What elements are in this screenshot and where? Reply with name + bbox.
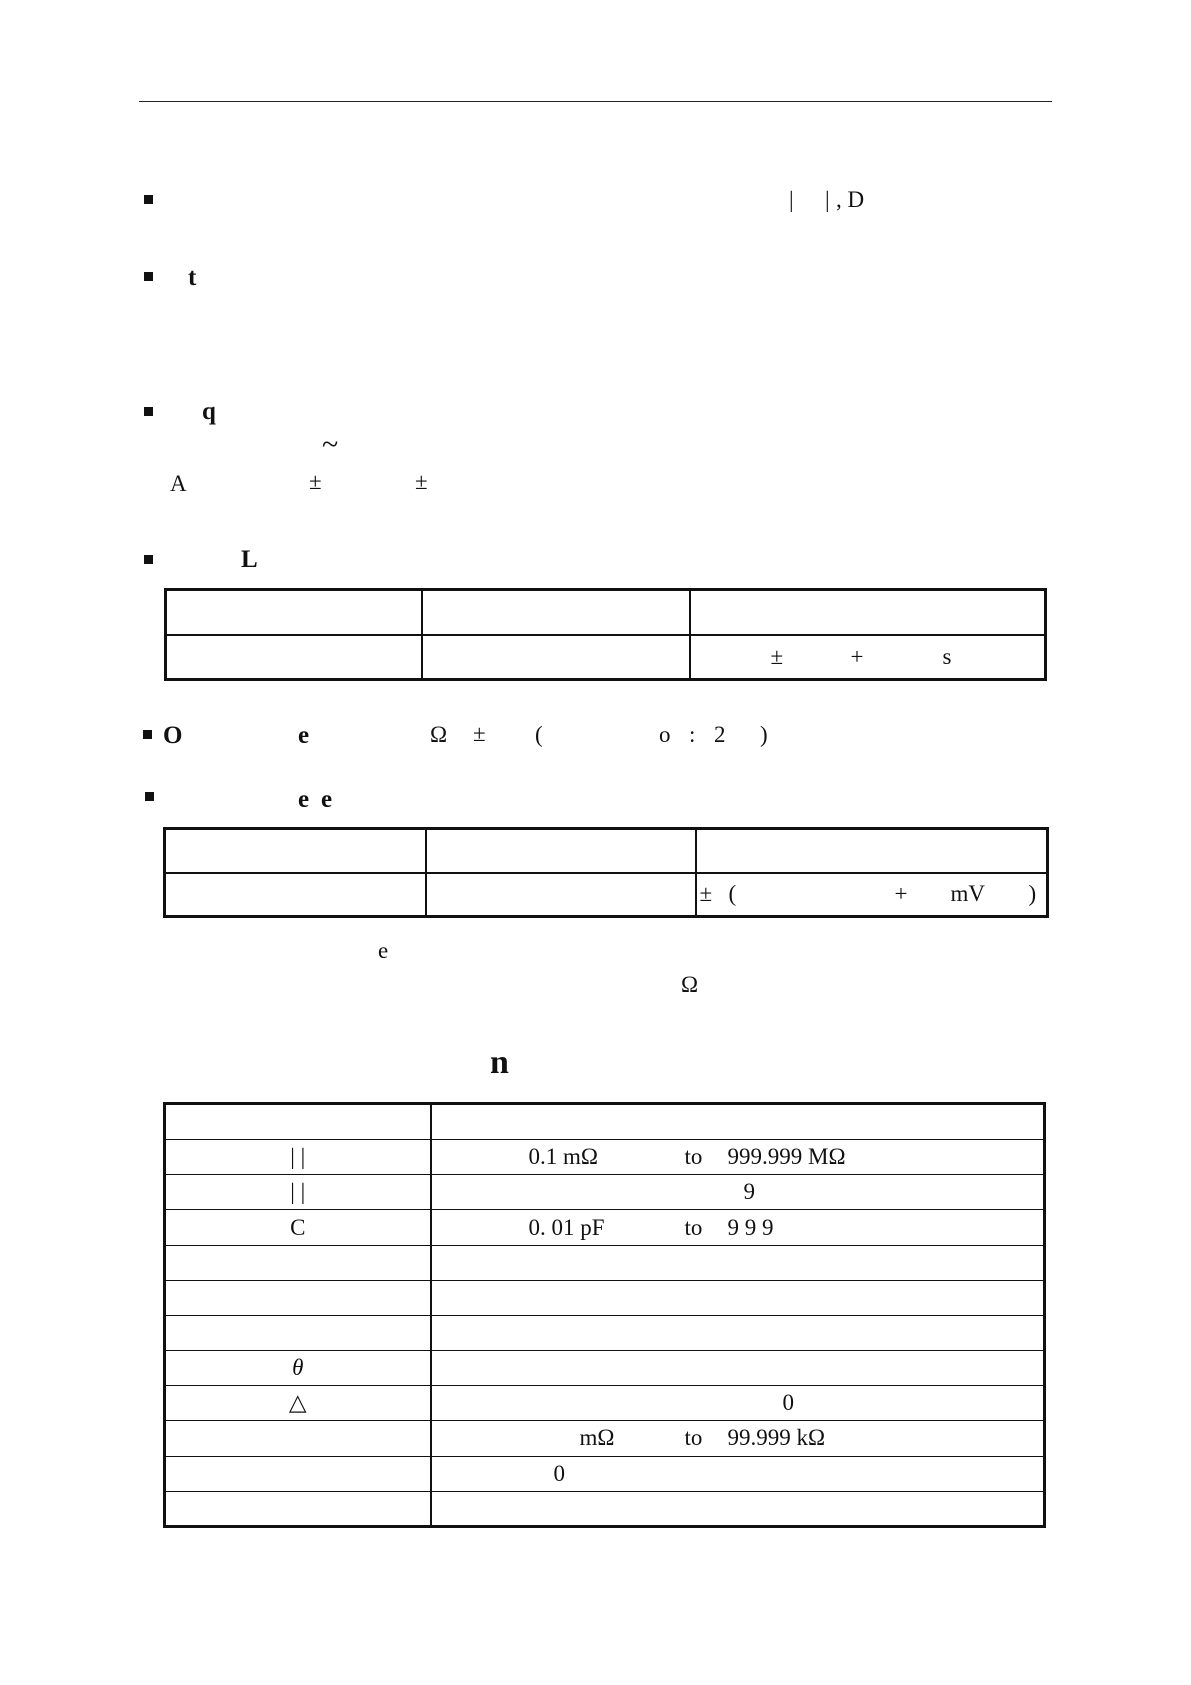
unit-s: s [942,643,952,669]
table-row [165,1280,1045,1315]
table-row [165,1210,1045,1245]
bullet-marker [144,195,153,204]
value-mid: 9 [743,1179,755,1205]
value-start: 0. 01 pF [528,1214,605,1240]
value-cell [431,1456,1045,1491]
note-e: e [378,938,389,963]
plus-minus-2: ± [415,469,428,494]
bullet-label-l: L [241,546,258,573]
plus-sign: + [894,881,908,907]
table-row [165,1245,1045,1280]
param-cell [165,1140,431,1175]
table-row [165,1351,1045,1386]
value-start: 0 [553,1460,565,1486]
omega-symbol: Ω [430,722,448,747]
bullet-marker [143,730,152,739]
table-cell [696,829,1048,873]
table-cell [165,829,426,873]
value-cell [431,1175,1045,1210]
bullet-label-e: e [298,722,310,749]
param-cell [165,1421,431,1456]
table-row [165,1491,1045,1526]
param-cell [165,1104,431,1140]
param-cell [165,1280,431,1315]
note-omega: Ω [681,972,699,997]
table-1 [164,588,1047,681]
table-row [165,1315,1045,1350]
text-two: 2 [714,722,726,747]
tilde-symbol: ~ [322,428,339,461]
table-cell [426,829,696,873]
table-cell [690,635,1046,680]
table-cell [696,873,1048,917]
bullet-marker [144,407,153,416]
table-row [165,1175,1045,1210]
param-cell [165,1175,431,1210]
value-start: 0.1 mΩ [528,1144,598,1170]
value-to: to [684,1425,703,1451]
value-end: 999.999 MΩ [727,1144,846,1170]
plus-sign: + [850,643,864,669]
value-mid: 0 [782,1390,794,1416]
value-cell [431,1351,1045,1386]
bullet-label-o: O [163,722,183,749]
param-cell [165,1315,431,1350]
value-cell [431,1280,1045,1315]
param-label: △ [288,1390,307,1416]
table-cell [422,635,690,680]
value-end: 9 9 9 [727,1214,774,1240]
text-o: o [659,722,671,747]
bar-fragment-2: | [825,187,830,212]
table-cell [166,635,422,680]
param-label: | | [290,1144,306,1170]
plus-minus: ± [699,881,713,907]
bullet-marker [144,555,153,564]
table-cell [690,590,1046,635]
plus-minus: ± [473,721,486,746]
param-label: | | [290,1179,306,1205]
value-cell [431,1140,1045,1175]
bullet-label-e2: e [321,786,333,813]
bullet-marker [144,272,153,281]
bullet-label-t: t [188,264,197,291]
colon: : [689,722,696,747]
table-row [165,1421,1045,1456]
text-a: A [170,471,187,496]
param-label: θ [292,1355,304,1381]
bullet-marker [145,792,154,801]
spec-table [163,1102,1046,1528]
value-end: 99.999 kΩ [727,1425,826,1451]
unit-mv: mV [950,881,985,907]
table-cell [422,590,690,635]
plus-minus: ± [770,643,784,669]
param-cell [165,1245,431,1280]
param-cell [165,1456,431,1491]
close-paren: ) [760,722,768,747]
table-2 [163,827,1049,918]
param-cell [165,1386,431,1421]
value-cell [431,1245,1045,1280]
value-cell [431,1210,1045,1245]
value-cell [431,1491,1045,1526]
bullet-label-q: q [202,398,216,425]
value-cell [431,1421,1045,1456]
bullet-label-e1: e [298,786,310,813]
param-cell [165,1491,431,1526]
section-heading: n [490,1044,509,1081]
value-to: to [684,1214,703,1240]
open-paren: ( [535,722,543,747]
value-to: to [684,1144,703,1170]
table-row [165,1140,1045,1175]
table-row [165,1104,1045,1140]
value-start: mΩ [579,1425,615,1451]
value-cell [431,1104,1045,1140]
param-label: C [290,1214,306,1240]
open-paren: ( [728,881,737,907]
header-rule [139,101,1052,102]
close-paren: ) [1028,881,1037,907]
table-cell [165,873,426,917]
param-cell [165,1351,431,1386]
d-fragment: , D [836,187,865,212]
table-row [165,1386,1045,1421]
table-cell [166,590,422,635]
plus-minus-1: ± [309,469,322,494]
value-cell [431,1386,1045,1421]
value-cell [431,1315,1045,1350]
param-cell [165,1210,431,1245]
table-cell [426,873,696,917]
bar-fragment-1: | [789,187,794,212]
table-row [165,1456,1045,1491]
